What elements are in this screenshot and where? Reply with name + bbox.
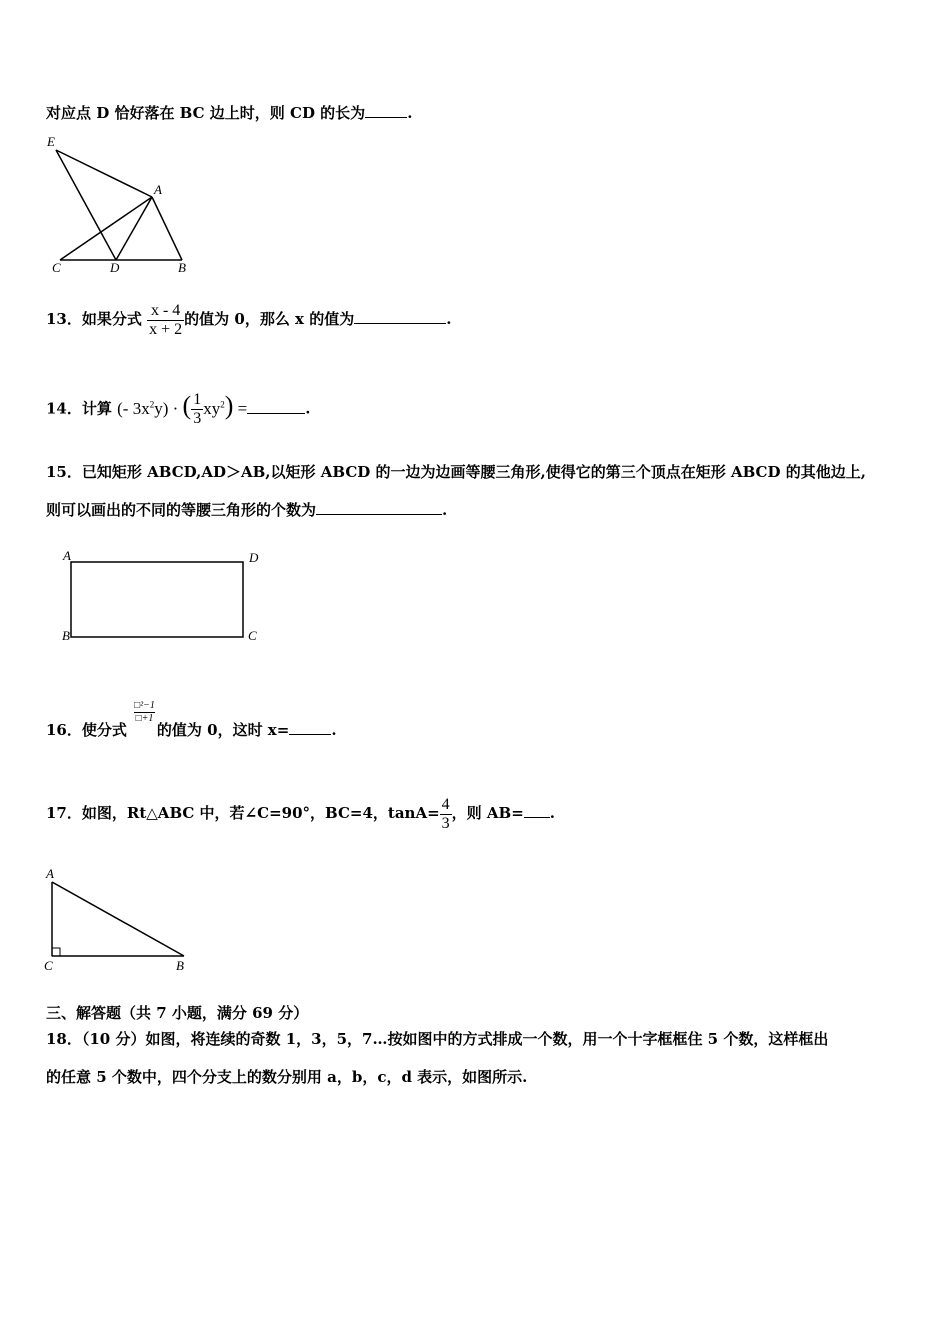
label-A: A (46, 866, 54, 881)
label-D: D (110, 260, 120, 275)
label-B: B (176, 958, 184, 973)
q15-line2 (46, 500, 447, 520)
line-AB (152, 197, 182, 260)
q12-end: . (407, 104, 413, 122)
q17-fraction (440, 796, 452, 833)
q17-figure (42, 864, 192, 976)
q14-expr-left-end: y) (154, 398, 169, 418)
q18-number: 18． (46, 1030, 82, 1048)
q14-frac-den: 3 (193, 410, 202, 428)
q12-text (46, 103, 412, 123)
rectangle-ABCD (71, 562, 243, 637)
q14: 14．计算 (- $3x^2y$) · ( $\frac{1}{3}$ $xy^2$) = . (46, 390, 311, 428)
q16-frac-num: □²−1 (134, 700, 155, 711)
q15-end: . (442, 501, 448, 519)
line-AC (60, 197, 152, 260)
line-AD (116, 197, 152, 260)
q15-answer-blank[interactable] (316, 500, 442, 515)
q14-fraction (191, 391, 203, 428)
q18-line2: 的任意 5 个数中，四个分支上的数分别用 a，b，c，d 表示，如图所示. (46, 1068, 528, 1086)
q18-line1 (46, 1029, 828, 1049)
q16 (46, 700, 337, 748)
q14-expr-right: xy (203, 398, 221, 418)
q14-expr: (- $3x^2y$) · ( (117, 390, 192, 420)
q17-end: . (549, 804, 556, 822)
q12-answer-blank[interactable] (365, 103, 407, 118)
line-ED (56, 150, 116, 260)
q15-number: 15． (46, 463, 82, 481)
q17-answer-blank[interactable] (524, 803, 550, 818)
q13-end: . (446, 310, 452, 328)
q17-suffix: ，则 AB= (451, 804, 524, 822)
q14-frac-num: 1 (193, 391, 202, 409)
q17-number: 17． (46, 804, 82, 822)
q13-fraction (147, 302, 184, 339)
q16-prefix: 使分式 (81, 721, 127, 739)
q14-number: 14． (46, 399, 82, 418)
q15-text2: 则可以画出的不同的等腰三角形的个数为 (46, 501, 317, 519)
line-AB (52, 882, 184, 956)
right-angle-mark (52, 948, 60, 956)
q13-number: 13． (46, 310, 82, 328)
label-B: B (178, 260, 186, 275)
q14-prefix: 计算 (81, 399, 112, 418)
q15-line1 (46, 462, 866, 482)
q16-answer-blank[interactable] (289, 720, 331, 735)
q14-eq: = (237, 398, 248, 418)
q14-expr-right-sup: 2 (220, 399, 225, 409)
q12-figure (44, 132, 194, 277)
label-C: C (248, 628, 257, 643)
q16-suffix: 的值为 0，这时 x= (156, 721, 290, 739)
q13 (46, 299, 451, 339)
label-A: A (154, 182, 162, 197)
q15-figure (58, 548, 268, 648)
section3-title: 三、解答题（共 7 小题，满分 69 分） (46, 1004, 309, 1022)
q13-suffix: 的值为 0，那么 x 的值为 (184, 310, 355, 328)
label-C: C (52, 260, 61, 275)
label-C: C (44, 958, 53, 973)
q13-frac-den: x + 2 (149, 320, 183, 338)
q14-answer-blank[interactable] (247, 399, 305, 414)
line-EA (56, 150, 152, 197)
q18-text1: （10 分）如图，将连续的奇数 1，3，5，7…按如图中的方式排成一个数，用一个十字框框住 5 个数，这样框出 (81, 1030, 829, 1048)
q14-expr-left-sup: 2 (149, 399, 155, 409)
q13-frac-num: x - 4 (150, 301, 181, 319)
label-A: A (63, 548, 71, 563)
q14-expr-left: (- 3x (117, 398, 150, 418)
q17-prefix: 如图，Rt△ABC 中，若∠C=90°，BC=4，tanA= (81, 804, 440, 822)
label-B: B (62, 628, 70, 643)
label-E: E (47, 134, 55, 149)
label-D: D (249, 550, 259, 565)
q16-end: . (331, 721, 337, 739)
q16-frac-den: □+1 (135, 713, 154, 724)
q13-prefix: 如果分式 (81, 310, 142, 328)
q17-frac-den: 3 (441, 814, 450, 832)
q14-end: . (305, 399, 311, 418)
q15-text1: 已知矩形 ABCD,AD＞AB,以矩形 ABCD 的一边为边画等腰三角形,使得它的第三个顶点在矩形 ABCD 的其他边上, (81, 463, 866, 481)
q16-fraction (132, 700, 157, 725)
q12-statement: 对应点 D 恰好落在 BC 边上时，则 CD 的长为 (46, 104, 366, 122)
q14-dot: · (172, 398, 179, 418)
q17-frac-num: 4 (441, 795, 450, 813)
q17 (46, 791, 555, 835)
q13-answer-blank[interactable] (354, 309, 446, 324)
q16-number: 16． (46, 721, 82, 739)
